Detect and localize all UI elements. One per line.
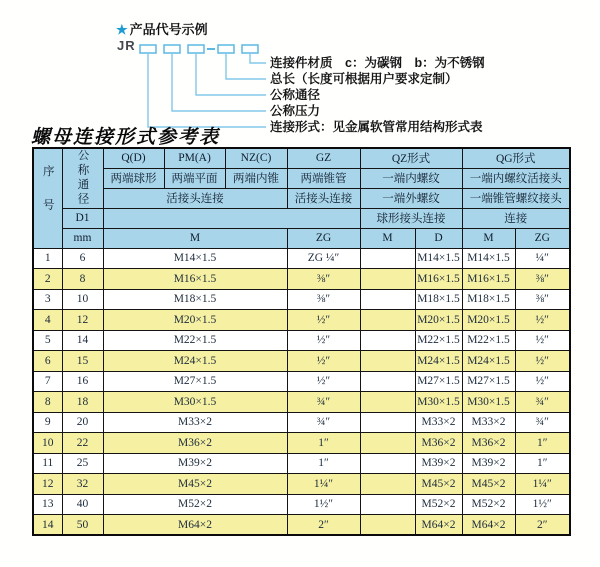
cell-qz_d: M52×2 — [415, 494, 462, 515]
cell-seq: 5 — [33, 330, 62, 351]
cell-qz_d: M39×2 — [415, 453, 462, 474]
header-joint-left: 活接头连接 — [103, 188, 287, 208]
cell-gz: 1″ — [287, 433, 360, 454]
header-unit-mm: mm — [62, 228, 103, 248]
cell-m: M14×1.5 — [103, 248, 287, 269]
cell-m: M24×1.5 — [103, 351, 287, 372]
cell-m: M36×2 — [103, 433, 287, 454]
cell-qg_zg: 2″ — [515, 515, 570, 536]
star-icon: ★ — [116, 22, 128, 37]
cell-seq: 14 — [33, 515, 62, 536]
header-unit-m: M — [103, 228, 287, 248]
cell-gz: 1″ — [287, 453, 360, 474]
code-label-diameter: 公称通径 — [270, 88, 321, 102]
header-end-pma: 两端平面 — [164, 168, 225, 188]
cell-qg_m: M33×2 — [462, 412, 515, 433]
table-row — [33, 269, 570, 290]
cell-m: M27×1.5 — [103, 371, 287, 392]
table-header — [33, 148, 570, 248]
header-end-qz: 一端内螺纹 — [360, 168, 462, 188]
cell-gz: ½″ — [287, 330, 360, 351]
cell-qg_zg: ½″ — [515, 310, 570, 331]
cell-qg_zg: 1″ — [515, 433, 570, 454]
table-row — [33, 515, 570, 536]
cell-m: M52×2 — [103, 494, 287, 515]
header-blank — [103, 208, 360, 228]
cell-qz_d: M24×1.5 — [415, 351, 462, 372]
cell-qg_zg: ½″ — [515, 351, 570, 372]
cell-qg_m: M27×1.5 — [462, 371, 515, 392]
cell-gz: ½″ — [287, 371, 360, 392]
code-box-3 — [188, 45, 204, 53]
cell-qz_d: M30×1.5 — [415, 392, 462, 413]
table-row — [33, 351, 570, 372]
header-joint-qg: 一端锥管螺纹接头 — [462, 188, 570, 208]
cell-gz: ¾″ — [287, 412, 360, 433]
cell-gz: ½″ — [287, 351, 360, 372]
cell-dn: 22 — [62, 433, 103, 454]
cell-gz: 1¼″ — [287, 474, 360, 495]
cell-qg_m: M45×2 — [462, 474, 515, 495]
cell-qz_d: M22×1.5 — [415, 330, 462, 351]
table-row — [33, 371, 570, 392]
table-row — [33, 392, 570, 413]
cell-qz_d: M14×1.5 — [415, 248, 462, 269]
table-row — [33, 330, 570, 351]
header-d1: D1 — [62, 208, 103, 228]
cell-qz_m — [360, 351, 415, 372]
table-row — [33, 248, 570, 269]
cell-m: M39×2 — [103, 453, 287, 474]
header-dn: 公称通径 — [62, 148, 103, 208]
cell-seq: 8 — [33, 392, 62, 413]
header-end-qd: 两端球形 — [103, 168, 164, 188]
cell-qg_m: M64×2 — [462, 515, 515, 536]
code-prefix: JR — [117, 38, 136, 53]
cell-qg_m: M36×2 — [462, 433, 515, 454]
connector-lines — [148, 53, 266, 127]
header-type-qz: QZ形式 — [360, 148, 462, 168]
cell-qg_m: M20×1.5 — [462, 310, 515, 331]
cell-qg_zg: ¾″ — [515, 412, 570, 433]
cell-seq: 10 — [33, 433, 62, 454]
cell-dn: 6 — [62, 248, 103, 269]
cell-qz_m — [360, 248, 415, 269]
cell-qg_zg: 1″ — [515, 453, 570, 474]
header-joint-qz: 一端外螺纹 — [360, 188, 462, 208]
table-row — [33, 310, 570, 331]
cell-seq: 6 — [33, 351, 62, 372]
cell-m: M22×1.5 — [103, 330, 287, 351]
cell-qz_m — [360, 330, 415, 351]
cell-seq: 1 — [33, 248, 62, 269]
cell-qz_d: M64×2 — [415, 515, 462, 536]
cell-m: M16×1.5 — [103, 269, 287, 290]
cell-qz_m — [360, 453, 415, 474]
cell-qg_m: M18×1.5 — [462, 289, 515, 310]
cell-m: M33×2 — [103, 412, 287, 433]
code-box-5 — [242, 45, 258, 53]
cell-seq: 13 — [33, 494, 62, 515]
cell-gz: ¾″ — [287, 392, 360, 413]
cell-gz: 2″ — [287, 515, 360, 536]
table-row — [33, 494, 570, 515]
code-label-material: 连接件材质 c：为碳钢 b：为不锈钢 — [270, 56, 485, 70]
header-seq: 序号 — [33, 148, 62, 248]
cell-qg_m: M52×2 — [462, 494, 515, 515]
table-body — [33, 248, 570, 535]
cell-qz_d: M20×1.5 — [415, 310, 462, 331]
cell-qz_m — [360, 474, 415, 495]
code-box-4 — [218, 45, 234, 53]
header-type-qg: QG形式 — [462, 148, 570, 168]
cell-qg_m: M16×1.5 — [462, 269, 515, 290]
header-qz-connect: 球形接头连接 — [360, 208, 462, 228]
table-row — [33, 453, 570, 474]
header-type-qd: Q(D) — [103, 148, 164, 168]
cell-qz_m — [360, 310, 415, 331]
cell-qz_d: M27×1.5 — [415, 371, 462, 392]
cell-qz_m — [360, 494, 415, 515]
cell-seq: 7 — [33, 371, 62, 392]
table-row — [33, 474, 570, 495]
cell-dn: 50 — [62, 515, 103, 536]
cell-dn: 12 — [62, 310, 103, 331]
cell-seq: 11 — [33, 453, 62, 474]
cell-dn: 8 — [62, 269, 103, 290]
header-end-qg: 一端内螺纹活接头 — [462, 168, 570, 188]
cell-qg_zg: 1¼″ — [515, 474, 570, 495]
cell-dn: 25 — [62, 453, 103, 474]
header-unit-qz-m: M — [360, 228, 415, 248]
header-type-nzc: NZ(C) — [225, 148, 287, 168]
cell-qg_zg: 1½″ — [515, 494, 570, 515]
header-qg-connect: 连接 — [462, 208, 570, 228]
cell-dn: 16 — [62, 371, 103, 392]
code-label-connection: 连接形式：见金属软管常用结构形式表 — [270, 120, 483, 134]
cell-qz_m — [360, 433, 415, 454]
code-labels — [270, 55, 485, 135]
cell-qz_d: M36×2 — [415, 433, 462, 454]
header-unit-zg: ZG — [287, 228, 360, 248]
cell-qg_m: M22×1.5 — [462, 330, 515, 351]
cell-gz: 1½″ — [287, 494, 360, 515]
header-type-pma: PM(A) — [164, 148, 225, 168]
code-label-length: 总长（长度可根据用户要求定制） — [270, 72, 458, 86]
code-box-2 — [164, 45, 180, 53]
code-box-1 — [140, 45, 156, 53]
cell-qg_m: M30×1.5 — [462, 392, 515, 413]
cell-qz_d: M18×1.5 — [415, 289, 462, 310]
nut-connection-table — [32, 147, 571, 536]
cell-qz_m — [360, 289, 415, 310]
cell-m: M18×1.5 — [103, 289, 287, 310]
cell-qz_m — [360, 412, 415, 433]
table-row — [33, 289, 570, 310]
cell-qg_m: M24×1.5 — [462, 351, 515, 372]
diagram-heading-text: 产品代号示例 — [129, 22, 208, 37]
cell-dn: 15 — [62, 351, 103, 372]
cell-dn: 10 — [62, 289, 103, 310]
header-unit-qg-zg: ZG — [515, 228, 570, 248]
cell-qz_d: M33×2 — [415, 412, 462, 433]
cell-m: M64×2 — [103, 515, 287, 536]
cell-gz: ⅜″ — [287, 289, 360, 310]
cell-seq: 4 — [33, 310, 62, 331]
cell-qg_zg: ½″ — [515, 330, 570, 351]
cell-dn: 14 — [62, 330, 103, 351]
cell-dn: 18 — [62, 392, 103, 413]
cell-gz: ½″ — [287, 310, 360, 331]
header-type-gz: GZ — [287, 148, 360, 168]
cell-dn: 40 — [62, 494, 103, 515]
header-joint-gz: 活接头连接 — [287, 188, 360, 208]
cell-qg_zg: ½″ — [515, 371, 570, 392]
cell-qg_zg: ¾″ — [515, 392, 570, 413]
cell-seq: 3 — [33, 289, 62, 310]
table-row — [33, 412, 570, 433]
cell-seq: 9 — [33, 412, 62, 433]
cell-qg_m: M39×2 — [462, 453, 515, 474]
cell-seq: 12 — [33, 474, 62, 495]
table-title: 螺母连接形式参考表 — [31, 126, 221, 148]
cell-gz: ZG ¼″ — [287, 248, 360, 269]
table-row — [33, 433, 570, 454]
cell-m: M30×1.5 — [103, 392, 287, 413]
header-unit-qz-d: D — [415, 228, 462, 248]
header-unit-qg-m: M — [462, 228, 515, 248]
cell-qz_m — [360, 269, 415, 290]
cell-dn: 32 — [62, 474, 103, 495]
diagram-heading — [116, 19, 208, 38]
cell-qg_zg: ¼″ — [515, 248, 570, 269]
cell-m: M45×2 — [103, 474, 287, 495]
header-end-nzc: 两端内锥 — [225, 168, 287, 188]
code-label-pressure: 公称压力 — [270, 104, 321, 118]
cell-dn: 20 — [62, 412, 103, 433]
cell-qz_d: M16×1.5 — [415, 269, 462, 290]
cell-qz_m — [360, 371, 415, 392]
cell-qz_m — [360, 392, 415, 413]
cell-qg_zg: ⅜″ — [515, 289, 570, 310]
header-end-gz: 两端锥管 — [287, 168, 360, 188]
cell-seq: 2 — [33, 269, 62, 290]
cell-qg_zg: ⅜″ — [515, 269, 570, 290]
cell-qg_m: M14×1.5 — [462, 248, 515, 269]
cell-m: M20×1.5 — [103, 310, 287, 331]
cell-qz_m — [360, 515, 415, 536]
cell-gz: ⅜″ — [287, 269, 360, 290]
cell-qz_d: M45×2 — [415, 474, 462, 495]
